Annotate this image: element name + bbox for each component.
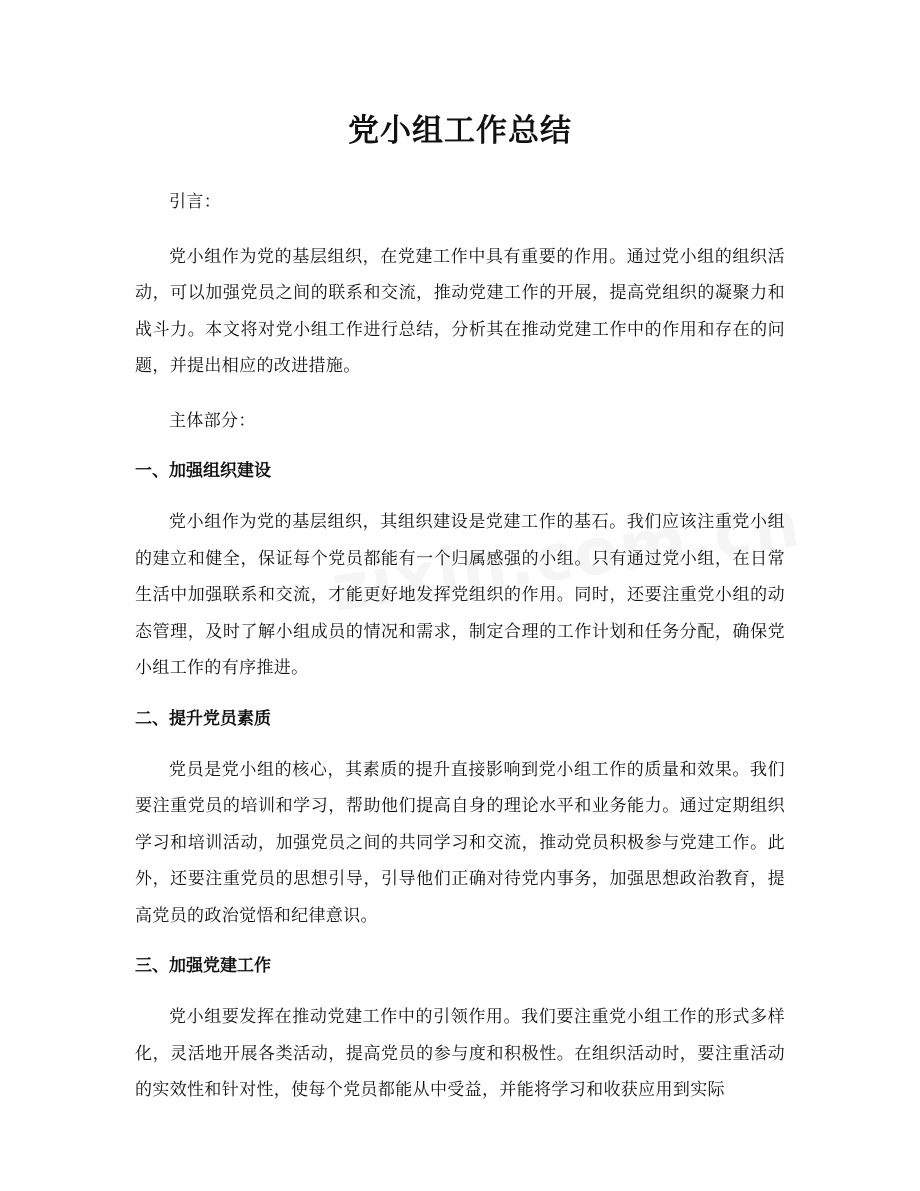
- section-paragraph-2: 党员是党小组的核心，其素质的提升直接影响到党小组工作的质量和效果。我们要注重党员的培训和学习，帮助他们提高自身的理论水平和业务能力。通过定期组织学习和培训活动，加强党员之间的共同学习和交流，推动党员积极参与党建工作。此外，还要注重党员的思想引导，引导他们正确对待党内事务，加强思想政治教育，提高党员的政治觉悟和纪律意识。: [135, 759, 785, 926]
- section-heading-1: 一、加强组织建设: [135, 461, 271, 481]
- section-heading-3: 三、加强党建工作: [135, 956, 271, 976]
- intro-paragraph: 党小组作为党的基层组织，在党建工作中具有重要的作用。通过党小组的组织活动，可以加强党员之间的联系和交流，推动党建工作的开展，提高党组织的凝聚力和战斗力。本文将对党小组工作进行总结，分析其在推动党建工作中的作用和存在的问题，并提出相应的改进措施。: [135, 246, 785, 376]
- body-label: 主体部分：: [169, 410, 256, 431]
- document-body: [135, 184, 785, 1109]
- section-heading-2: 二、提升党员素质: [135, 708, 271, 729]
- section-paragraph-1: 党小组作为党的基层组织，其组织建设是党建工作的基石。我们应该注重党小组的建立和健全，保证每个党员都能有一个归属感强的小组。只有通过党小组，在日常生活中加强联系和交流，才能更好地发挥党组织的作用。同时，还要注重党小组的动态管理，及时了解小组成员的情况和需求，制定合理的工作计划和任务分配，确保党小组工作的有序推进。: [135, 512, 785, 678]
- section-paragraph-3: 党小组要发挥在推动党建工作中的引领作用。我们要注重党小组工作的形式多样化，灵活地开展各类活动，提高党员的参与度和积极性。在组织活动时，要注重活动的实效性和针对性，使每个党员都能从中受益，并能将学习和收获应用到实际: [135, 1007, 785, 1100]
- page-title: 党小组工作总结: [348, 113, 572, 149]
- intro-label: 引言：: [169, 192, 222, 212]
